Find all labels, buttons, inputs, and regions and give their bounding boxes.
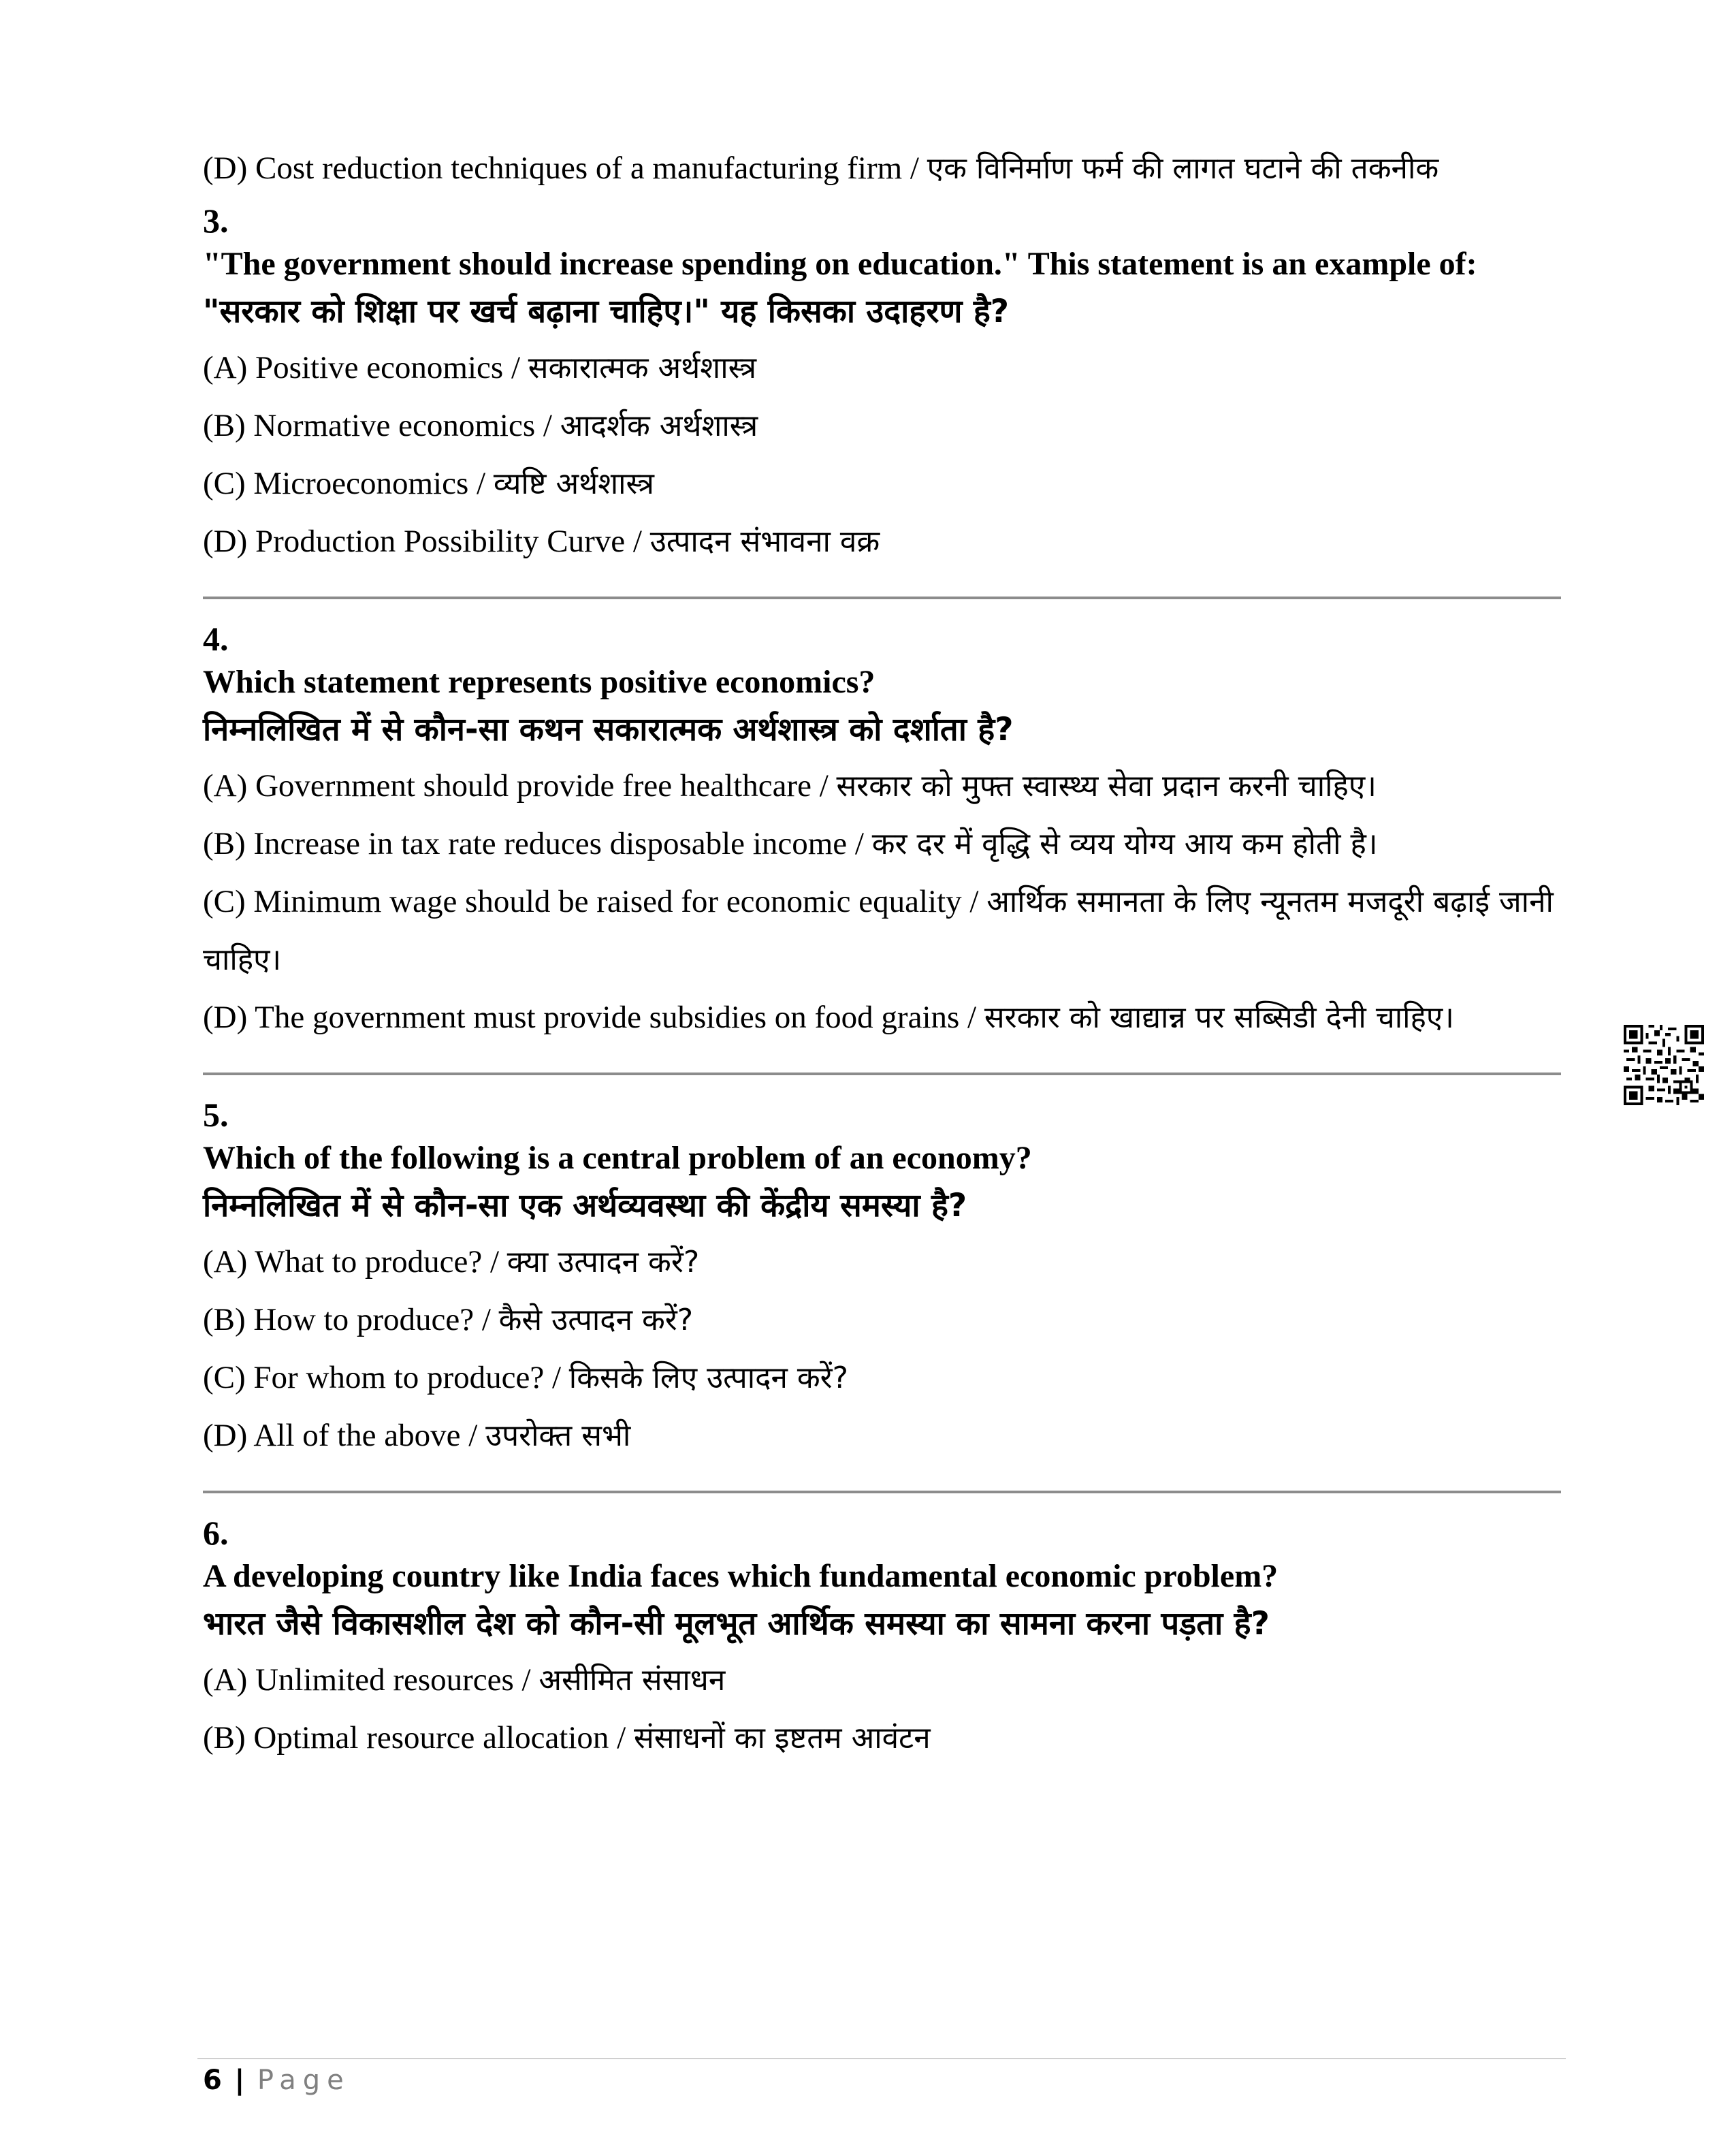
option-text-hi: सरकार को मुफ्त स्वास्थ्य सेवा प्रदान करनी चाहिए।	[836, 769, 1377, 804]
option-text-hi: क्या उत्पादन करें?	[507, 1245, 700, 1280]
option-text-en: (C) For whom to produce? /	[203, 1360, 569, 1395]
question-3	[203, 200, 1561, 571]
option-c	[203, 455, 1561, 513]
option-a	[203, 339, 1561, 397]
option-text-hi: असीमित संसाधन	[539, 1663, 726, 1698]
option-text-hi: कैसे उत्पादन करें?	[498, 1303, 694, 1337]
question-divider	[203, 597, 1561, 599]
option-c	[203, 873, 1561, 989]
qr-code-icon	[1624, 1025, 1704, 1105]
option-text-hi: किसके लिए उत्पादन करें?	[568, 1361, 849, 1395]
option-text-en: (A) Positive economics /	[203, 350, 528, 385]
option-d	[203, 989, 1561, 1047]
question-text-hi: "सरकार को शिक्षा पर खर्च बढ़ाना चाहिए।" यह किसका उदाहरण है?	[203, 293, 1010, 330]
question-5	[203, 1094, 1561, 1465]
option-text-en: (B) How to produce? /	[203, 1302, 499, 1337]
option-text-hi: सरकार को खाद्यान्न पर सब्सिडी देनी चाहिए।	[984, 1000, 1454, 1035]
option-text-hi: उत्पादन संभावना वक्र	[649, 524, 880, 559]
option-b	[203, 1291, 1561, 1349]
question-6	[203, 1512, 1561, 1767]
footer-separator: |	[234, 2065, 245, 2096]
page-content	[203, 140, 1561, 1767]
option-d	[203, 1407, 1561, 1465]
option-b	[203, 815, 1561, 873]
option-text-en: (D) Production Possibility Curve /	[203, 524, 650, 559]
option-text-hi: कर दर में वृद्धि से व्यय योग्य आय कम होती है।	[871, 827, 1378, 861]
question-text-hi: निम्नलिखित में से कौन-सा कथन सकारात्मक अर्थशास्त्र को दर्शाता है?	[203, 711, 1014, 748]
option-b	[203, 1709, 1561, 1767]
question-text-en: Which statement represents positive economics?	[203, 664, 875, 700]
question-text-en: A developing country like India faces which fundamental economic problem?	[203, 1558, 1279, 1594]
option-text-en: (D) Cost reduction techniques of a manufacturing firm /	[203, 150, 927, 186]
page-number: 6	[203, 2065, 222, 2096]
option-text-en: (A) Government should provide free healthcare /	[203, 768, 837, 804]
option-text-hi: एक विनिर्माण फर्म की लागत घटाने की तकनीक	[927, 151, 1439, 186]
question-divider	[203, 1491, 1561, 1493]
option-text-en: (D) All of the above /	[203, 1418, 486, 1453]
option-a	[203, 1233, 1561, 1291]
option-text-en: (A) Unlimited resources /	[203, 1662, 539, 1698]
question-4	[203, 618, 1561, 1047]
option-text-hi: आर्थिक समानता के लिए न्यूनतम मजदूरी बढ़ाई जानी चाहिए।	[203, 885, 1554, 977]
option-text-hi: व्यष्टि अर्थशास्त्र	[493, 466, 654, 501]
question-number: 3.	[203, 202, 229, 240]
option-a	[203, 1651, 1561, 1709]
question-text-en: "The government should increase spending on education." This statement is an example of:	[203, 246, 1477, 282]
option-text-hi: संसाधनों का इष्टतम आवंटन	[634, 1721, 931, 1755]
option-text-en: (D) The government must provide subsidies on food grains /	[203, 1000, 984, 1035]
question-number: 6.	[203, 1514, 229, 1552]
option-text-hi: उपरोक्त सभी	[485, 1418, 631, 1453]
question-number: 5.	[203, 1096, 229, 1134]
option-text-en: (B) Optimal resource allocation /	[203, 1720, 634, 1755]
question-number: 4.	[203, 620, 229, 658]
option-text-en: (B) Normative economics /	[203, 408, 560, 443]
question-text-en: Which of the following is a central problem of an economy?	[203, 1140, 1032, 1176]
carryover-option-d	[203, 140, 1561, 197]
option-b	[203, 397, 1561, 455]
option-c	[203, 1349, 1561, 1407]
option-d	[203, 513, 1561, 571]
option-a	[203, 757, 1561, 815]
footer-divider	[197, 2058, 1566, 2059]
question-divider	[203, 1072, 1561, 1075]
option-text-en: (C) Microeconomics /	[203, 466, 494, 501]
option-text-hi: सकारात्मक अर्थशास्त्र	[528, 351, 756, 385]
option-text-hi: आदर्शक अर्थशास्त्र	[560, 409, 758, 443]
page-footer	[203, 2063, 351, 2097]
option-text-en: (B) Increase in tax rate reduces disposable income /	[203, 826, 872, 861]
page-label: Page	[257, 2065, 351, 2096]
question-text-hi: भारत जैसे विकासशील देश को कौन-सी मूलभूत आर्थिक समस्या का सामना करना पड़ता है?	[203, 1605, 1270, 1642]
option-text-en: (C) Minimum wage should be raised for economic equality /	[203, 884, 987, 919]
question-text-hi: निम्नलिखित में से कौन-सा एक अर्थव्यवस्था की केंद्रीय समस्या है?	[203, 1187, 967, 1224]
option-text-en: (A) What to produce? /	[203, 1244, 507, 1280]
